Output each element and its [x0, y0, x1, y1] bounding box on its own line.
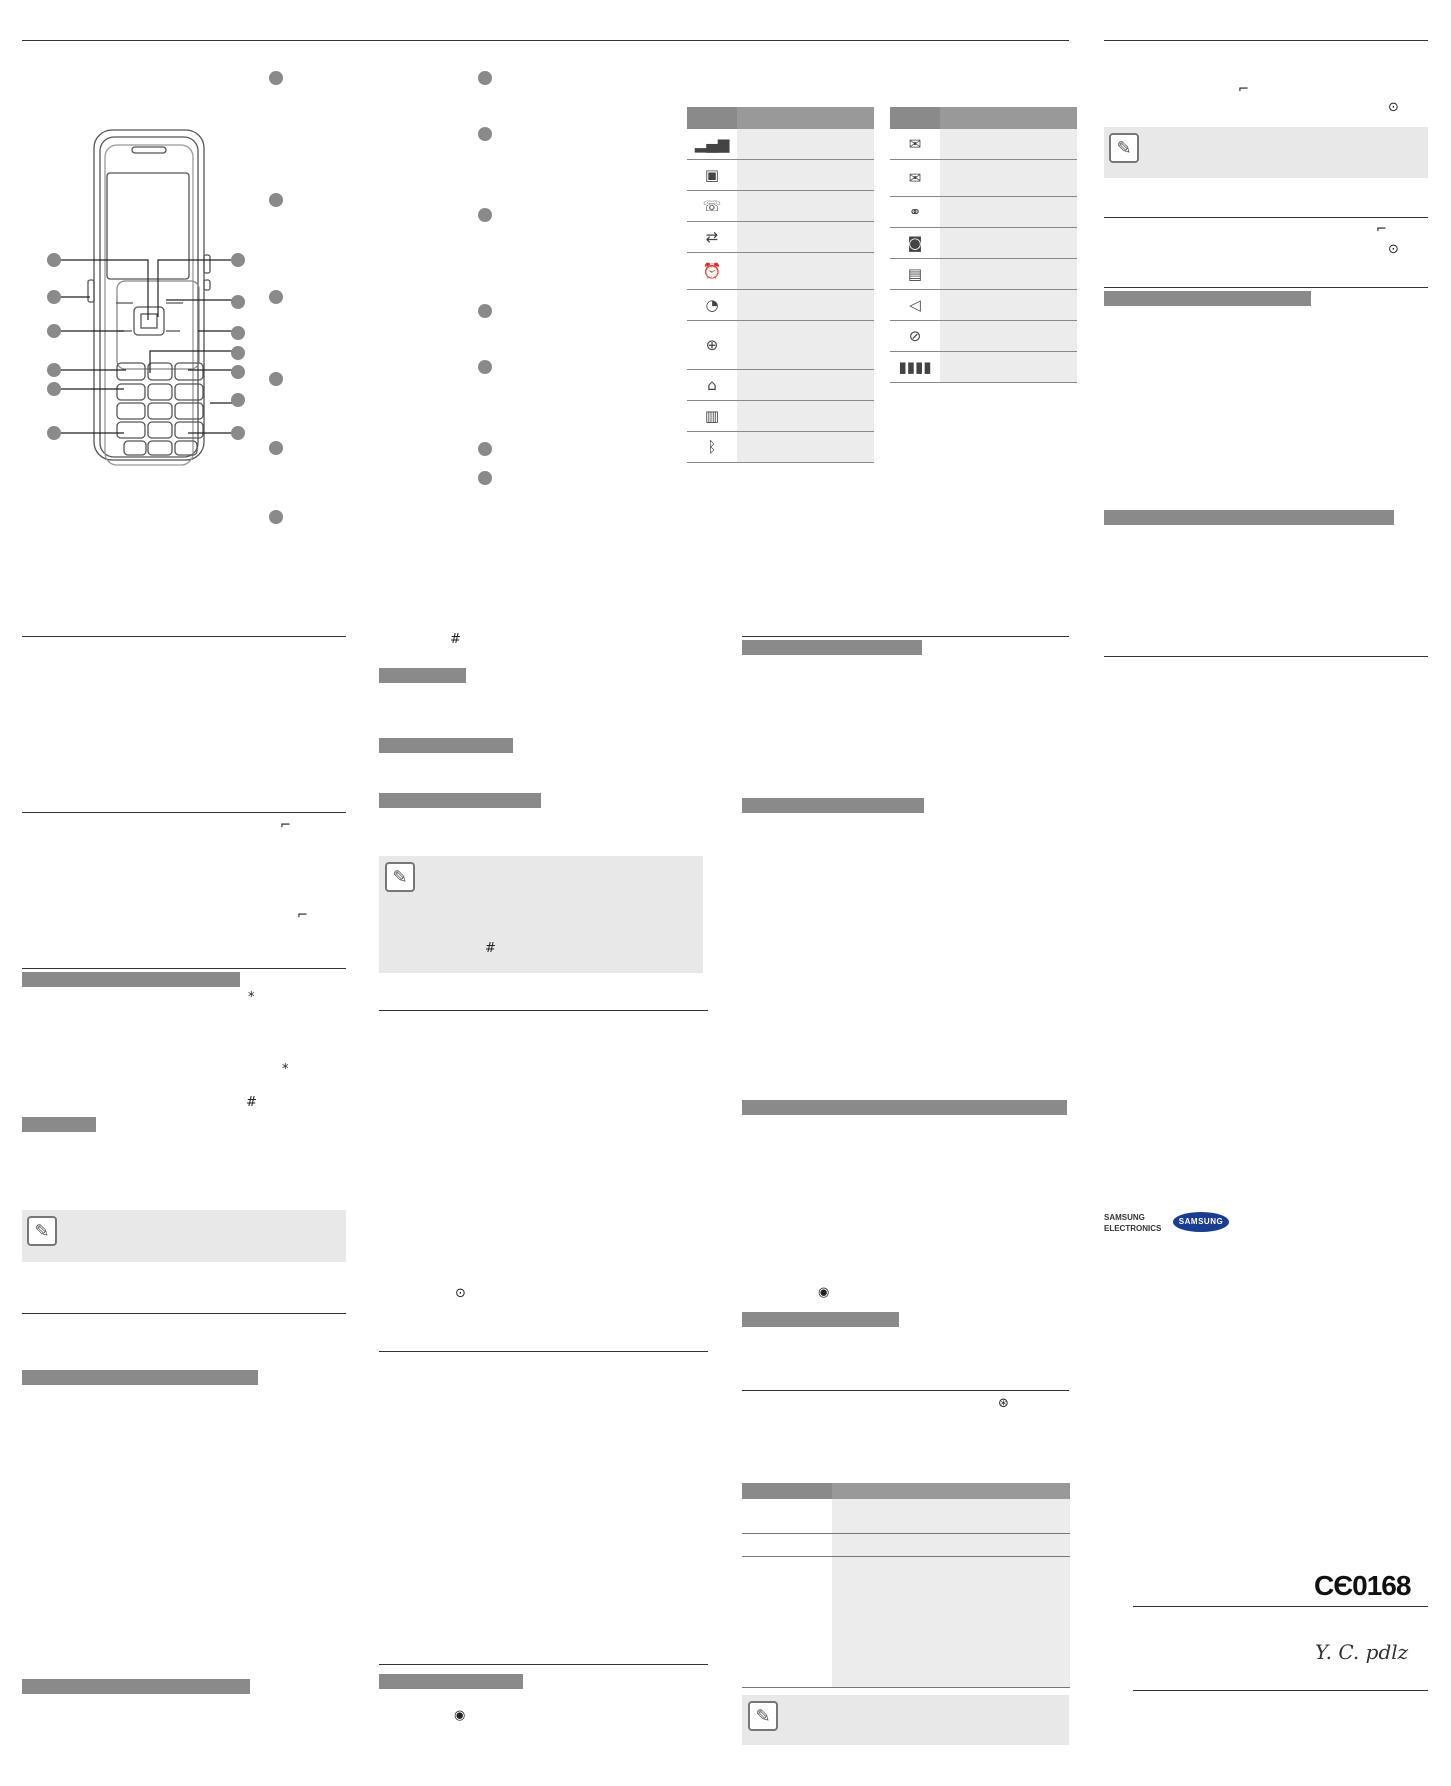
dial-key-icon: ⌐: [297, 908, 308, 923]
section-header-bar: [379, 738, 513, 753]
ce-mark: CЄ0168: [1314, 1570, 1411, 1601]
callout-col2-1: [478, 71, 492, 85]
col2-rule-3: [379, 1664, 708, 1665]
note-icon: ✎: [385, 862, 415, 892]
call-forward-icon: ⇄: [687, 222, 737, 253]
callout-left-6: [47, 426, 61, 440]
col1-rule-3: [22, 968, 346, 969]
section-header-bar: [742, 798, 924, 813]
section-header-bar: [379, 668, 466, 683]
callout-col2-6: [478, 442, 492, 456]
star-key-icon: *: [282, 1062, 289, 1077]
callout-col1-6: [269, 510, 283, 524]
phone-illustration: [20, 55, 270, 485]
callout-col1-1: [269, 71, 283, 85]
camera-key-icon: ◉: [454, 1708, 466, 1723]
callout-left-1: [47, 253, 61, 267]
callout-right-3: [231, 326, 245, 340]
status-icon-table-b: [890, 107, 1077, 383]
callout-left-3: [47, 324, 61, 338]
gprs-icon: ▣: [687, 160, 737, 191]
memory-card-icon: ▤: [890, 259, 940, 290]
end-key-icon: ⊙: [1388, 242, 1399, 257]
callout-col2-3: [478, 208, 492, 222]
col3-rule-2: [742, 1390, 1069, 1391]
callout-col2-2: [478, 127, 492, 141]
col4-rule-3: [1104, 656, 1428, 657]
callout-right-6: [231, 393, 245, 407]
signature: Y. C. pdlz: [1315, 1640, 1409, 1664]
top-rule-left: [22, 40, 1069, 41]
callout-right-7: [231, 426, 245, 440]
section-header-bar: [742, 640, 922, 655]
dial-key-icon: ⌐: [280, 818, 291, 833]
col2-rule-1: [379, 1010, 708, 1011]
callout-left-2: [47, 290, 61, 304]
home-zone-icon: ⌂: [687, 370, 737, 401]
section-header-bar: [742, 1100, 1067, 1115]
col4-rule-2: [1104, 287, 1428, 288]
col2-rule-2: [379, 1351, 708, 1352]
col4-rule-4: [1133, 1606, 1428, 1607]
battery-icon: ▮▮▮▮: [890, 352, 940, 383]
callout-right-5: [231, 365, 245, 379]
note-box: [742, 1695, 1069, 1745]
callout-col2-4: [478, 304, 492, 318]
col1-rule-2: [22, 812, 346, 813]
callout-col1-2: [269, 193, 283, 207]
call-icon: ☏: [687, 191, 737, 222]
normal-profile-icon: ◁: [890, 290, 940, 321]
note-icon: ✎: [1109, 133, 1139, 163]
bluetooth-icon: ᛒ: [687, 432, 737, 463]
callout-right-2: [231, 295, 245, 309]
hash-key-icon: #: [246, 1095, 257, 1110]
end-key-icon: ⊙: [1388, 100, 1399, 115]
section-header-bar: [22, 1117, 96, 1132]
callout-right-4: [231, 346, 245, 360]
samsung-logo: SAMSUNG: [1173, 1212, 1229, 1232]
callout-col1-4: [269, 372, 283, 386]
dial-key-icon: ⌐: [1376, 222, 1387, 237]
music-key-icon: ⊛: [998, 1396, 1009, 1411]
timer-icon: ◔: [687, 290, 737, 321]
note-icon: ✎: [748, 1701, 778, 1731]
new-message-icon: ✉: [890, 129, 940, 160]
section-header-bar: [1104, 510, 1394, 525]
col4-rule-1: [1104, 217, 1428, 218]
section-header-bar: [742, 1312, 899, 1327]
office-zone-icon: ▥: [687, 401, 737, 432]
section-header-bar: [22, 1370, 258, 1385]
dial-key-icon: ⌐: [1238, 82, 1249, 97]
callout-col2-5: [478, 360, 492, 374]
status-icon-table-a: [687, 107, 874, 463]
hash-key-icon: #: [485, 941, 496, 956]
callout-left-4: [47, 363, 61, 377]
callout-col1-3: [269, 290, 283, 304]
section-header-bar: [22, 1679, 250, 1694]
new-email-icon: ✉: [890, 160, 940, 197]
camera-key-icon: ◉: [818, 1285, 830, 1300]
note-box: [1104, 127, 1428, 178]
company-name: SAMSUNG ELECTRONICS: [1104, 1213, 1162, 1233]
end-key-icon: ⊙: [455, 1286, 466, 1301]
voicemail-icon: ⚭: [890, 197, 940, 228]
spec-table: [742, 1483, 1070, 1688]
callout-left-5: [47, 382, 61, 396]
star-key-icon: *: [248, 990, 255, 1005]
callout-col1-5: [269, 441, 283, 455]
col3-rule-1: [742, 636, 1069, 637]
section-header-bar: [379, 793, 541, 808]
callout-right-1: [231, 253, 245, 267]
top-rule-right: [1104, 40, 1428, 41]
silent-profile-icon: ⊘: [890, 321, 940, 352]
section-header-bar: [1104, 291, 1311, 306]
fm-radio-icon: ◙: [890, 228, 940, 259]
col1-rule-1: [22, 636, 346, 637]
roaming-icon: ⊕: [687, 321, 737, 370]
note-icon: ✎: [27, 1216, 57, 1246]
signal-strength-icon: ▂▄▆: [687, 129, 737, 160]
hash-key-icon: #: [450, 632, 461, 647]
section-header-bar: [22, 972, 240, 987]
callout-col2-7: [478, 471, 492, 485]
col4-rule-5: [1133, 1690, 1428, 1691]
note-box: [379, 856, 703, 973]
col1-rule-4: [22, 1313, 346, 1314]
note-box: [22, 1210, 346, 1262]
section-header-bar: [379, 1674, 523, 1689]
alarm-icon: ⏰: [687, 253, 737, 290]
